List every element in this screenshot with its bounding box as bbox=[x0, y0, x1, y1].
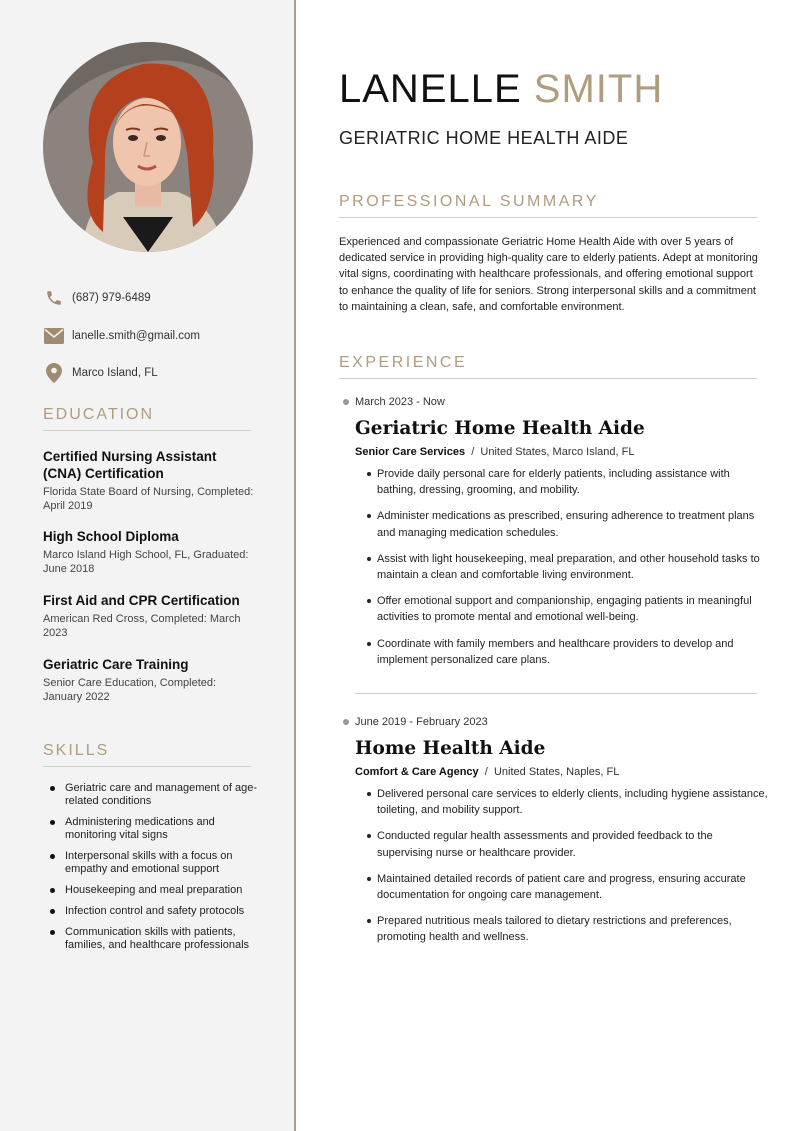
skill-text: Geriatric care and management of age-related conditions bbox=[65, 782, 257, 807]
education-heading: EDUCATION bbox=[43, 406, 251, 431]
job-company-line bbox=[355, 766, 769, 778]
job-bullet bbox=[377, 593, 769, 625]
bullet bbox=[50, 930, 55, 935]
location-text: Marco Island, FL bbox=[72, 367, 158, 379]
job-dates bbox=[339, 715, 769, 729]
education-degree: Geriatric Care Training bbox=[43, 657, 189, 672]
bullet bbox=[367, 514, 371, 518]
bullet bbox=[50, 888, 55, 893]
skill-text: Interpersonal skills with a focus on empathy and emotional support bbox=[65, 850, 233, 875]
phone-text: (687) 979-6489 bbox=[72, 292, 151, 304]
experience-entry bbox=[339, 395, 769, 678]
bullet bbox=[367, 557, 371, 561]
job-role: Geriatric Home Health Aide bbox=[355, 418, 645, 439]
company-separator: / bbox=[484, 766, 488, 778]
job-bullet-text: Provide daily personal care for elderly patients, including assistance with bathing, dressing, grooming, and mobility. bbox=[377, 468, 730, 497]
skill-item bbox=[43, 850, 268, 876]
job-bullet-text: Administer medications as prescribed, ensuring adherence to treatment plans and managing medication schedules. bbox=[377, 510, 755, 539]
education-item bbox=[43, 656, 258, 704]
skill-text: Administering medications and monitoring vital signs bbox=[65, 816, 215, 841]
job-bullet-text: Maintained detailed records of patient care and progress, ensuring accurate documentation for ongoing care management. bbox=[377, 872, 746, 902]
job-bullets bbox=[339, 786, 769, 946]
education-item bbox=[43, 528, 258, 576]
skill-item bbox=[43, 884, 268, 897]
skills-heading: SKILLS bbox=[43, 742, 251, 767]
education-details: Marco Island High School, FL, Graduated: June 2018 bbox=[43, 549, 249, 575]
first-name: LANELLE bbox=[339, 67, 522, 111]
summary-heading: PROFESSIONAL SUMMARY bbox=[339, 193, 757, 218]
job-dates-text: March 2023 - Now bbox=[355, 396, 445, 408]
skill-text: Housekeeping and meal preparation bbox=[65, 884, 243, 896]
skill-item bbox=[43, 816, 268, 842]
education-item bbox=[43, 448, 258, 513]
job-bullet bbox=[377, 871, 769, 903]
bullet bbox=[367, 834, 371, 838]
job-bullet bbox=[377, 786, 769, 818]
job-bullet-text: Offer emotional support and companionship, engaging patients in meaningful activities to promote mental and emotional well-being. bbox=[377, 595, 752, 624]
education-degree: Certified Nursing Assistant (CNA) Certification bbox=[43, 449, 217, 481]
job-company-line bbox=[355, 446, 769, 458]
job-dates bbox=[339, 395, 769, 409]
job-role: Home Health Aide bbox=[355, 738, 546, 759]
education-item bbox=[43, 592, 258, 640]
bullet bbox=[50, 786, 55, 791]
skill-item bbox=[43, 926, 268, 952]
job-divider bbox=[355, 693, 757, 694]
job-bullet bbox=[377, 508, 769, 540]
bullet bbox=[367, 642, 371, 646]
skill-item bbox=[43, 905, 268, 918]
bullet bbox=[367, 599, 371, 603]
job-bullet bbox=[377, 828, 769, 860]
location-pin-icon bbox=[43, 362, 65, 384]
job-dates-text: June 2019 - February 2023 bbox=[355, 716, 488, 728]
skill-text: Infection control and safety protocols bbox=[65, 905, 245, 917]
company-name: Comfort & Care Agency bbox=[355, 766, 479, 778]
skill-item bbox=[43, 782, 268, 808]
company-location: United States, Naples, FL bbox=[493, 766, 620, 778]
bullet bbox=[367, 877, 371, 881]
contact-email bbox=[43, 325, 273, 347]
job-bullet-text: Delivered personal care services to elderly clients, including hygiene assistance, toileting, and mobility support. bbox=[377, 788, 768, 817]
last-name: SMITH bbox=[533, 67, 664, 111]
contact-phone bbox=[43, 287, 273, 309]
experience-entry bbox=[339, 715, 769, 956]
education-details: Senior Care Education, Completed: January 2022 bbox=[43, 677, 217, 703]
experience-heading: EXPERIENCE bbox=[339, 354, 757, 379]
sidebar bbox=[0, 0, 296, 1131]
bullet bbox=[367, 472, 371, 476]
education-degree: High School Diploma bbox=[43, 529, 179, 544]
skill-text: Communication skills with patients, families, and healthcare professionals bbox=[65, 926, 250, 951]
bullet bbox=[50, 820, 55, 825]
job-bullet-text: Assist with light housekeeping, meal preparation, and other household tasks to maintain a clean and comfortable living environment. bbox=[377, 552, 760, 582]
timeline-dot bbox=[343, 399, 349, 405]
bullet bbox=[367, 919, 371, 923]
job-bullet bbox=[377, 913, 769, 945]
education-details: American Red Cross, Completed: March 2023 bbox=[43, 613, 241, 639]
job-bullet bbox=[377, 466, 769, 498]
job-bullet bbox=[377, 636, 769, 668]
timeline-dot bbox=[343, 719, 349, 725]
company-separator: / bbox=[471, 446, 475, 458]
job-title: GERIATRIC HOME HEALTH AIDE bbox=[339, 128, 629, 148]
bullet bbox=[367, 792, 371, 796]
phone-icon bbox=[43, 287, 65, 309]
job-bullet-text: Coordinate with family members and healthcare providers to develop and implement personalized care plans. bbox=[377, 637, 734, 666]
bullet bbox=[50, 909, 55, 914]
candidate-name bbox=[339, 66, 663, 112]
company-location: United States, Marco Island, FL bbox=[480, 446, 635, 458]
bullet bbox=[50, 854, 55, 859]
email-icon bbox=[43, 325, 65, 347]
company-name: Senior Care Services bbox=[355, 446, 466, 458]
education-degree: First Aid and CPR Certification bbox=[43, 593, 240, 608]
education-details: Florida State Board of Nursing, Completed: April 2019 bbox=[43, 486, 254, 512]
summary-text: Experienced and compassionate Geriatric Home Health Aide with over 5 years of dedicated service in providing high-quality care to elderly patients. Adept at monitoring vital signs, coordinating with healthcare professionals, and offering emotional support to enhance the quality of life for seniors. Strong interpersonal skills and a commitment to maintaining a clean, safe, and comfortable environment. bbox=[339, 236, 758, 313]
email-text: lanelle.smith@gmail.com bbox=[72, 330, 200, 342]
contact-location bbox=[43, 362, 273, 384]
job-bullet-text: Conducted regular health assessments and provided feedback to the supervising nurse or healthcare provider. bbox=[377, 830, 713, 859]
job-bullet-text: Prepared nutritious meals tailored to dietary restrictions and preferences, promoting health and wellness. bbox=[377, 915, 732, 944]
job-bullet bbox=[377, 551, 769, 583]
job-bullets bbox=[339, 466, 769, 668]
profile-photo bbox=[43, 42, 253, 252]
skills-list bbox=[43, 782, 268, 960]
